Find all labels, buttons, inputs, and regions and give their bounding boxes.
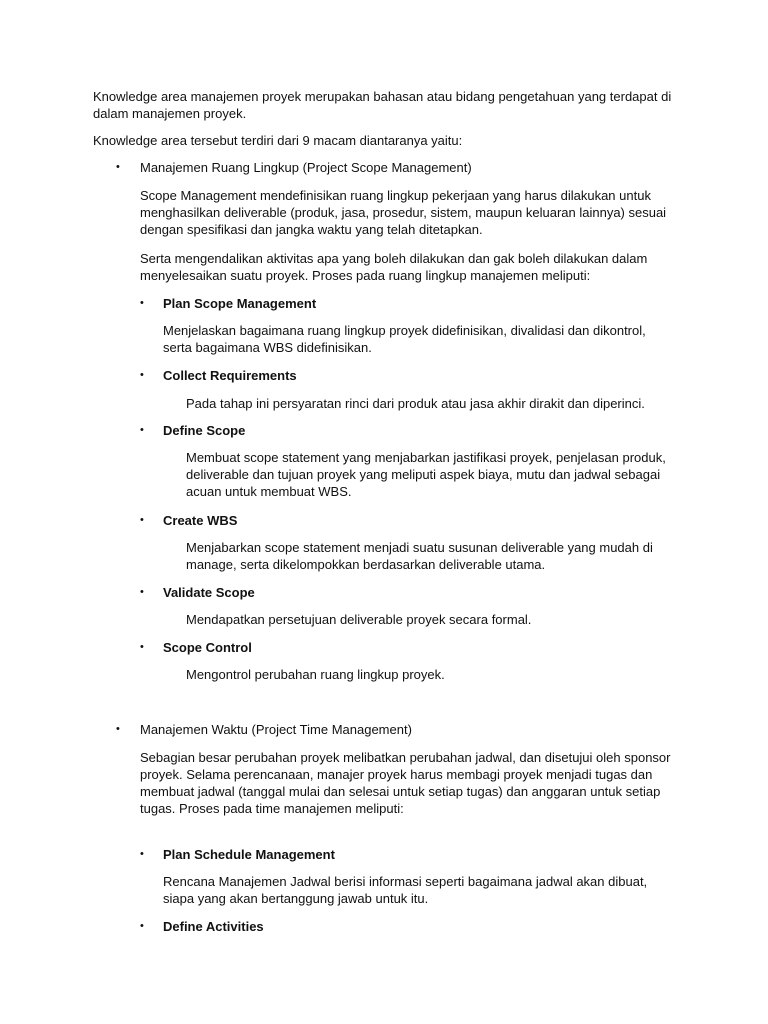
process-title: Scope Control xyxy=(163,640,252,655)
scope-desc-line: menghasilkan deliverable (produk, jasa, prosedur, sistem, maupun keluaran lainnya) sesuai xyxy=(140,205,667,220)
intro-line: dalam manajemen proyek. xyxy=(93,106,247,121)
process-desc-line: Menjelaskan bagaimana ruang lingkup proyek didefinisikan, divalidasi dan dikontrol, xyxy=(163,323,646,338)
time-desc-line: membuat jadwal (tanggal mulai dan selesai untuk setiap tugas) dan anggaran untuk setiap xyxy=(140,784,661,799)
process-desc-line: deliverable dan tujuan proyek yang meliputi aspek biaya, mutu dan jadwal sebagai xyxy=(186,467,661,482)
time-desc-line: tugas. Proses pada time manajemen meliputi: xyxy=(140,801,404,816)
bullet-icon: • xyxy=(116,723,120,735)
process-desc-line: Pada tahap ini persyaratan rinci dari produk atau jasa akhir dirakit dan diperinci. xyxy=(186,396,645,411)
bullet-icon: • xyxy=(140,848,144,860)
process-title: Define Activities xyxy=(163,919,264,934)
time-desc-line: Sebagian besar perubahan proyek melibatkan perubahan jadwal, dan disetujui oleh sponsor xyxy=(140,750,671,765)
process-desc-line: siapa yang akan bertanggung jawab untuk itu. xyxy=(163,891,429,906)
intro-list-lead: Knowledge area tersebut terdiri dari 9 macam diantaranya yaitu: xyxy=(93,133,463,148)
process-title: Plan Schedule Management xyxy=(163,847,335,862)
scope-desc-line: Scope Management mendefinisikan ruang lingkup pekerjaan yang harus dilakukan untuk xyxy=(140,188,651,203)
process-title: Validate Scope xyxy=(163,585,255,600)
intro-line: Knowledge area manajemen proyek merupakan bahasan atau bidang pengetahuan yang terdapat di xyxy=(93,89,672,104)
scope-desc-line: Serta mengendalikan aktivitas apa yang boleh dilakukan dan gak boleh dilakukan dalam xyxy=(140,251,648,266)
bullet-icon: • xyxy=(140,424,144,436)
process-desc-line: Mendapatkan persetujuan deliverable proyek secara formal. xyxy=(186,612,532,627)
section-title-time: Manajemen Waktu (Project Time Management) xyxy=(140,722,412,737)
time-desc-line: proyek. Selama perencanaan, manajer proyek harus membagi proyek menjadi tugas dan xyxy=(140,767,653,782)
process-desc-line: Rencana Manajemen Jadwal berisi informasi seperti bagaimana jadwal akan dibuat, xyxy=(163,874,648,889)
process-desc-line: acuan untuk membuat WBS. xyxy=(186,484,352,499)
scope-desc-line: dengan spesifikasi dan jangka waktu yang telah ditetapkan. xyxy=(140,222,483,237)
process-desc-line: Membuat scope statement yang menjabarkan jastifikasi proyek, penjelasan produk, xyxy=(186,450,666,465)
process-title: Collect Requirements xyxy=(163,368,297,383)
section-title-scope: Manajemen Ruang Lingkup (Project Scope Management) xyxy=(140,160,472,175)
process-desc-line: serta bagaimana WBS didefinisikan. xyxy=(163,340,372,355)
bullet-icon: • xyxy=(140,297,144,309)
bullet-icon: • xyxy=(140,514,144,526)
process-title: Create WBS xyxy=(163,513,238,528)
process-title: Define Scope xyxy=(163,423,246,438)
bullet-icon: • xyxy=(140,641,144,653)
process-desc-line: Mengontrol perubahan ruang lingkup proyek. xyxy=(186,667,445,682)
process-title: Plan Scope Management xyxy=(163,296,317,311)
scope-desc-line: menyelesaikan suatu proyek. Proses pada ruang lingkup manajemen meliputi: xyxy=(140,268,591,283)
bullet-icon: • xyxy=(140,920,144,932)
bullet-icon: • xyxy=(116,161,120,173)
bullet-icon: • xyxy=(140,369,144,381)
bullet-icon: • xyxy=(140,586,144,598)
process-desc-line: Menjabarkan scope statement menjadi suatu susunan deliverable yang mudah di xyxy=(186,540,653,555)
process-desc-line: manage, serta dikelompokkan berdasarkan deliverable utama. xyxy=(186,557,546,572)
